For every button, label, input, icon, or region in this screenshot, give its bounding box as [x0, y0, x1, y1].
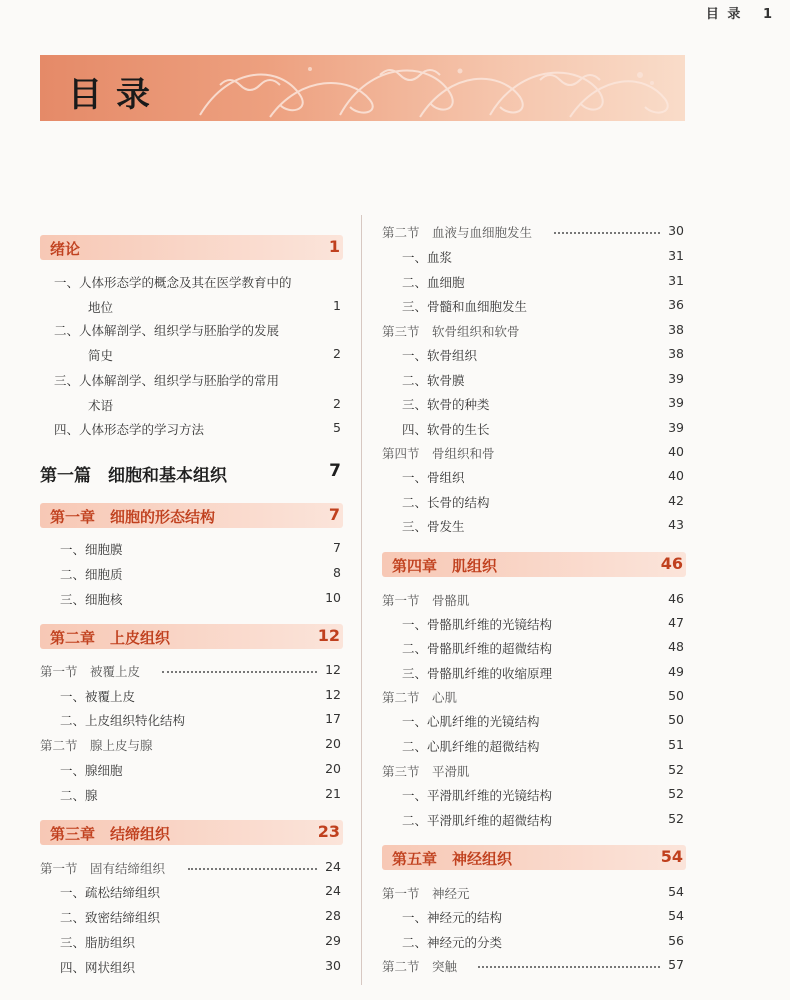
toc-entry[interactable]: 三、骨骼肌纤维的收缩原理 49 [402, 664, 684, 681]
page-number: 12 [325, 687, 341, 702]
page-number: 38 [668, 346, 684, 361]
dot-leader [478, 966, 660, 968]
page-number: 39 [668, 395, 684, 410]
page-number: 29 [325, 933, 341, 948]
toc-section-header-intro[interactable]: 绪论 1 [40, 235, 343, 260]
toc-entry[interactable]: 二、细胞质 8 [60, 565, 341, 582]
page-number: 31 [668, 248, 684, 263]
page-number: 31 [668, 273, 684, 288]
column-divider [361, 215, 362, 985]
page-number: 42 [668, 493, 684, 508]
toc-entry[interactable]: 一、骨骼肌纤维的光镜结构 47 [402, 615, 684, 632]
page-number: 46 [668, 591, 684, 606]
toc-entry[interactable]: 三、人体解剖学、组织学与胚胎学的常用 [54, 373, 280, 388]
toc-entry[interactable]: 二、骨骼肌纤维的超微结构 48 [402, 639, 684, 656]
toc-entry[interactable]: 二、人体解剖学、组织学与胚胎学的发展 [54, 323, 280, 338]
dot-leader [162, 671, 317, 673]
page-number: 17 [325, 711, 341, 726]
toc-entry[interactable]: 三、骨发生 43 [402, 517, 684, 534]
toc-entry[interactable]: 一、软骨组织 38 [402, 346, 684, 363]
page-number: 2 [333, 396, 341, 411]
toc-entry[interactable]: 一、疏松结缔组织 24 [60, 883, 341, 900]
page-number: 20 [325, 761, 341, 776]
toc-entry[interactable]: 一、骨组织 40 [402, 468, 684, 485]
page-number: 36 [668, 297, 684, 312]
toc-entry[interactable]: 一、血浆 31 [402, 248, 684, 265]
toc-entry[interactable]: 四、网状组织 30 [60, 958, 341, 975]
page-number: 21 [325, 786, 341, 801]
toc-section-entry[interactable]: 第一节 骨骼肌 46 [382, 591, 684, 608]
page-number: 50 [668, 712, 684, 727]
page-title: 目录 [68, 75, 164, 115]
page-number: 54 [668, 884, 684, 899]
page-number: 47 [668, 615, 684, 630]
toc-entry[interactable]: 二、平滑肌纤维的超微结构 52 [402, 811, 684, 828]
page-number: 39 [668, 371, 684, 386]
toc-section-entry[interactable]: 第二节 血液与血细胞发生 30 [382, 223, 684, 240]
toc-chapter-header-1[interactable]: 第一章 细胞的形态结构 7 [40, 503, 343, 528]
page-number: 30 [668, 223, 684, 238]
toc-entry[interactable]: 二、心肌纤维的超微结构 51 [402, 737, 684, 754]
toc-section-entry[interactable]: 第一节 神经元 54 [382, 884, 684, 901]
toc-chapter-header-3[interactable]: 第三章 结缔组织 23 [40, 820, 343, 845]
toc-entry[interactable]: 一、细胞膜 7 [60, 540, 341, 557]
toc-section-entry[interactable]: 第三节 平滑肌 52 [382, 762, 684, 779]
page-number: 38 [668, 322, 684, 337]
page-number: 39 [668, 420, 684, 435]
toc-chapter-header-4[interactable]: 第四章 肌组织 46 [382, 552, 686, 577]
toc-section-entry[interactable]: 第一节 固有结缔组织 24 [40, 859, 341, 876]
page-number: 12 [325, 662, 341, 677]
toc-entry[interactable]: 二、软骨膜 39 [402, 371, 684, 388]
page-number: 57 [668, 957, 684, 972]
toc-entry[interactable]: 地位 1 [88, 298, 341, 315]
toc-chapter-header-2[interactable]: 第二章 上皮组织 12 [40, 624, 343, 649]
toc-entry[interactable]: 一、神经元的结构 54 [402, 908, 684, 925]
page-number: 8 [333, 565, 341, 580]
page-number: 40 [668, 468, 684, 483]
toc-entry[interactable]: 一、平滑肌纤维的光镜结构 52 [402, 786, 684, 803]
page-number: 2 [333, 346, 341, 361]
page-number: 28 [325, 908, 341, 923]
page-number: 56 [668, 933, 684, 948]
toc-section-entry[interactable]: 第二节 腺上皮与腺 20 [40, 736, 341, 753]
toc-entry[interactable]: 三、脂肪组织 29 [60, 933, 341, 950]
toc-entry[interactable]: 二、血细胞 31 [402, 273, 684, 290]
page-number: 20 [325, 736, 341, 751]
toc-entry[interactable]: 二、上皮组织特化结构 17 [60, 711, 341, 728]
toc-entry[interactable]: 二、致密结缔组织 28 [60, 908, 341, 925]
page-number: 43 [668, 517, 684, 532]
page-number: 24 [325, 883, 341, 898]
toc-entry[interactable]: 二、神经元的分类 56 [402, 933, 684, 950]
toc-section-entry[interactable]: 第二节 心肌 50 [382, 688, 684, 705]
page-number: 1 [333, 298, 341, 313]
page-number: 7 [333, 540, 341, 555]
page-number: 5 [333, 420, 341, 435]
page-number: 24 [325, 859, 341, 874]
title-banner [40, 55, 685, 121]
page-number: 30 [325, 958, 341, 973]
toc-entry[interactable]: 一、人体形态学的概念及其在医学教育中的 [54, 275, 292, 290]
toc-entry[interactable]: 三、骨髓和血细胞发生 36 [402, 297, 684, 314]
page-number: 52 [668, 762, 684, 777]
toc-entry[interactable]: 二、长骨的结构 42 [402, 493, 684, 510]
page-number: 54 [668, 908, 684, 923]
running-head [706, 3, 774, 22]
toc-entry[interactable]: 一、心肌纤维的光镜结构 50 [402, 712, 684, 729]
dot-leader [554, 232, 660, 234]
page-number: 52 [668, 786, 684, 801]
toc-entry[interactable]: 术语 2 [88, 396, 341, 413]
toc-section-entry[interactable]: 第二节 突触 57 [382, 957, 684, 974]
page-number: 51 [668, 737, 684, 752]
page-number: 40 [668, 444, 684, 459]
dot-leader [188, 868, 317, 870]
page-number: 52 [668, 811, 684, 826]
page-number: 10 [325, 590, 341, 605]
page-number: 48 [668, 639, 684, 654]
running-head-title: 目 录 [705, 7, 743, 22]
toc-entry[interactable]: 四、软骨的生长 39 [402, 420, 684, 437]
toc-entry[interactable]: 三、细胞核 10 [60, 590, 341, 607]
toc-entry[interactable]: 三、软骨的种类 39 [402, 395, 684, 412]
toc-chapter-header-5[interactable]: 第五章 神经组织 54 [382, 845, 686, 870]
toc-section-entry[interactable]: 第三节 软骨组织和软骨 38 [382, 322, 684, 339]
toc-entry[interactable]: 简史 2 [88, 346, 341, 363]
toc-entry[interactable]: 一、腺细胞 20 [60, 761, 341, 778]
page-number: 50 [668, 688, 684, 703]
toc-entry[interactable]: 四、人体形态学的学习方法 5 [54, 420, 341, 437]
page-number: 49 [668, 664, 684, 679]
running-head-page-number: 1 [762, 7, 774, 22]
toc-section-entry[interactable]: 第一节 被覆上皮 12 [40, 662, 341, 679]
toc-entry[interactable]: 一、被覆上皮 12 [60, 687, 341, 704]
toc-section-entry[interactable]: 第四节 骨组织和骨 40 [382, 444, 684, 461]
toc-part-heading[interactable]: 第一篇 细胞和基本组织 7 [40, 461, 341, 486]
toc-entry[interactable]: 二、腺 21 [60, 786, 341, 803]
